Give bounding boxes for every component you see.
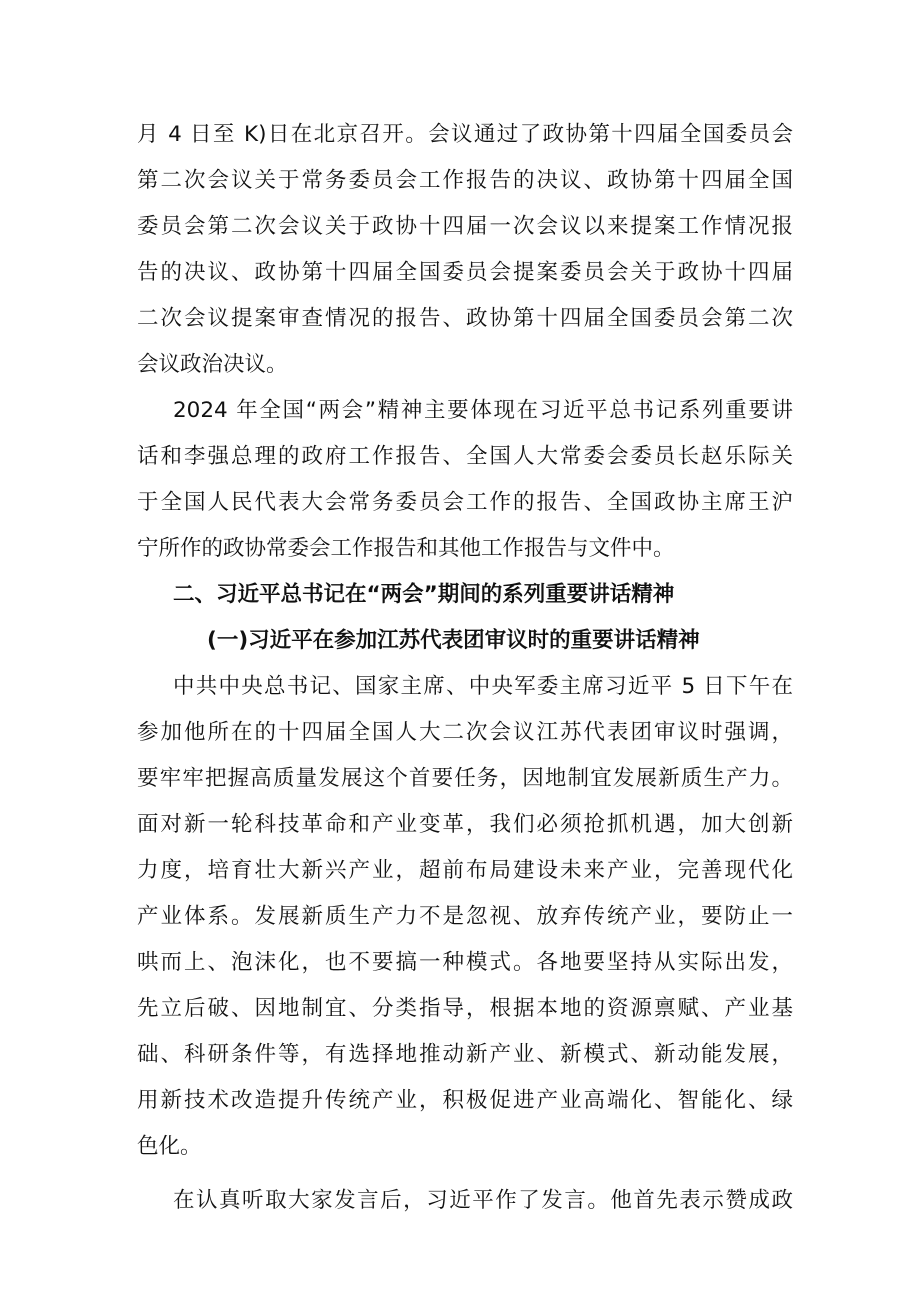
text-line: 于全国人民代表大会常务委员会工作的报告、全国政协主席王沪 <box>137 490 793 515</box>
paragraph-jiangsu-delegation <box>137 664 793 1170</box>
text-line: 在认真听取大家发言后，习近平作了发言。他首先表示赞成政 <box>173 1188 793 1213</box>
paragraph-meeting-resolutions <box>137 112 793 388</box>
paragraph-speech-intro <box>137 1178 793 1224</box>
text-line: 产业体系。发展新质生产力不是忽视、放弃传统产业，要防止一 <box>137 904 793 929</box>
text-line: 用新技术改造提升传统产业，积极促进产业高端化、智能化、绿 <box>137 1088 793 1113</box>
section-heading: 二、习近平总书记在“两会”期间的系列重要讲话精神 <box>173 582 675 607</box>
text-line: 会议政治决议。 <box>137 352 288 377</box>
text-line: 二次会议提案审查情况的报告、政协第十四届全国委员会第二次 <box>137 306 793 331</box>
text-line: 哄而上、泡沫化，也不要搞一种模式。各地要坚持从实际出发， <box>137 950 793 975</box>
text-line: 第二次会议关于常务委员会工作报告的决议、政协第十四届全国 <box>137 168 793 193</box>
text-line: 要牢牢把握高质量发展这个首要任务，因地制宜发展新质生产力。 <box>137 766 793 791</box>
text-line: 色化。 <box>137 1134 202 1159</box>
text-line: 础、科研条件等，有选择地推动新产业、新模式、新动能发展， <box>137 1042 793 1067</box>
document-page <box>137 112 793 1224</box>
text-line: 话和李强总理的政府工作报告、全国人大常委会委员长赵乐际关 <box>137 444 793 469</box>
text-line: 力度，培育壮大新兴产业，超前布局建设未来产业，完善现代化 <box>137 858 793 883</box>
text-line: 2024 年全国“两会”精神主要体现在习近平总书记系列重要讲 <box>173 398 793 423</box>
paragraph-gap <box>137 1170 793 1178</box>
text-line: 告的决议、政协第十四届全国委员会提案委员会关于政协十四届 <box>137 260 793 285</box>
paragraph-two-sessions-spirit <box>137 388 793 572</box>
text-line: 中共中央总书记、国家主席、中央军委主席习近平 5 日下午在 <box>173 674 793 699</box>
text-line: 月 4 日至 K)日在北京召开。会议通过了政协第十四届全国委员会 <box>137 122 793 147</box>
text-line: 先立后破、因地制宜、分类指导，根据本地的资源禀赋、产业基 <box>137 996 793 1021</box>
text-line: 委员会第二次会议关于政协十四届一次会议以来提案工作情况报 <box>137 214 793 239</box>
subsection-heading: (一)习近平在参加江苏代表团审议时的重要讲话精神 <box>207 628 700 653</box>
text-line: 面对新一轮科技革命和产业变革，我们必须抢抓机遇，加大创新 <box>137 812 793 837</box>
text-line: 宁所作的政协常委会工作报告和其他工作报告与文件中。 <box>137 536 675 561</box>
text-line: 参加他所在的十四届全国人大二次会议江苏代表团审议时强调， <box>137 720 793 745</box>
